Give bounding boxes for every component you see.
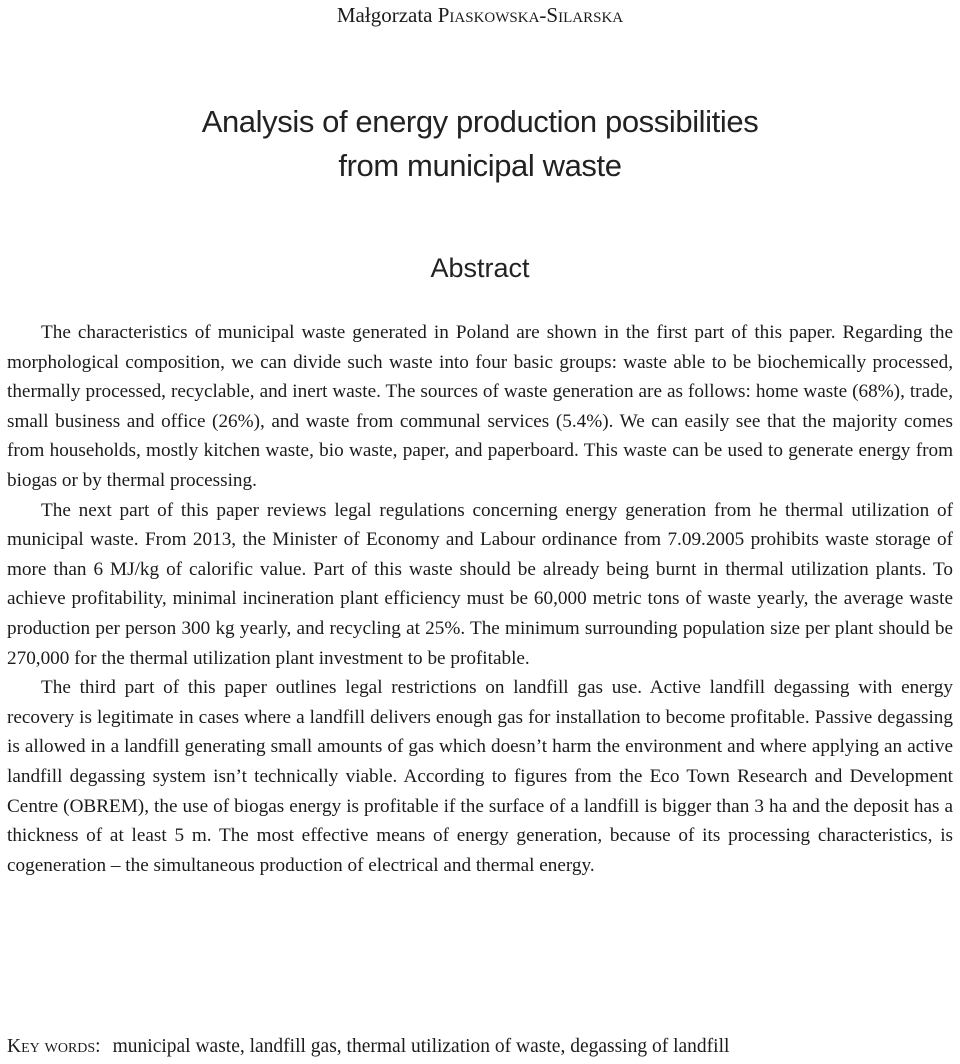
author-surname: Piaskowska-Silarska [437, 3, 624, 27]
keywords-label: Key words: [7, 1036, 101, 1057]
abstract-heading: Abstract [430, 253, 530, 283]
title-line-1: Analysis of energy production possibilities [201, 104, 759, 139]
abstract-body [7, 318, 953, 880]
abstract-paragraph-2: The next part of this paper reviews legal regulations concerning energy generation from he thermal utilization of municipal waste. From 2013, the Minister of Economy and Labour ordinance from 7.09.2005 prohibits waste storage of more than 6 MJ/kg of calorific value. Part of this waste should be already being burnt in thermal utilization plants. To achieve profitability, minimal incineration plant efficiency must be 60,000 metric tons of waste yearly, the average waste production per person 300 kg yearly, and recycling at 25%. The minimum surrounding population size per plant should be 270,000 for the thermal utilization plant investment to be profitable. [7, 499, 953, 669]
keywords-line [7, 1033, 953, 1061]
paper-title [0, 100, 960, 188]
author-line [0, 2, 960, 28]
keywords-text: municipal waste, landfill gas, thermal utilization of waste, degassing of landfill [112, 1036, 730, 1057]
title-line-2: from municipal waste [338, 148, 622, 183]
abstract-paragraph-3: The third part of this paper outlines legal restrictions on landfill gas use. Active landfill degassing with energy recovery is legitimate in cases where a landfill delivers enough gas for installation to become profitable. Passive degassing is allowed in a landfill generating small amounts of gas which doesn’t harm the environment and where applying an active landfill degassing system isn’t technically viable. According to figures from the Eco Town Research and Development Centre (OBREM), the use of biogas energy is profitable if the surface of a landfill is bigger than 3 ha and the deposit has a thickness of at least 5 m. The most effective means of energy generation, because of its processing characteristics, is cogeneration – the simultaneous production of electrical and thermal energy. [7, 677, 953, 876]
author-first-name: Małgorzata [336, 3, 433, 27]
abstract-paragraph-1: The characteristics of municipal waste generated in Poland are shown in the first part of this paper. Regarding the morphological composition, we can divide such waste into four basic groups: waste able to be biochemically processed, thermally processed, recyclable, and inert waste. The sources of waste generation are as follows: home waste (68%), trade, small business and office (26%), and waste from communal services (5.4%). We can easily see that the majority comes from households, mostly kitchen waste, bio waste, paper, and paperboard. This waste can be used to generate energy from biogas or by thermal processing. [7, 322, 953, 491]
